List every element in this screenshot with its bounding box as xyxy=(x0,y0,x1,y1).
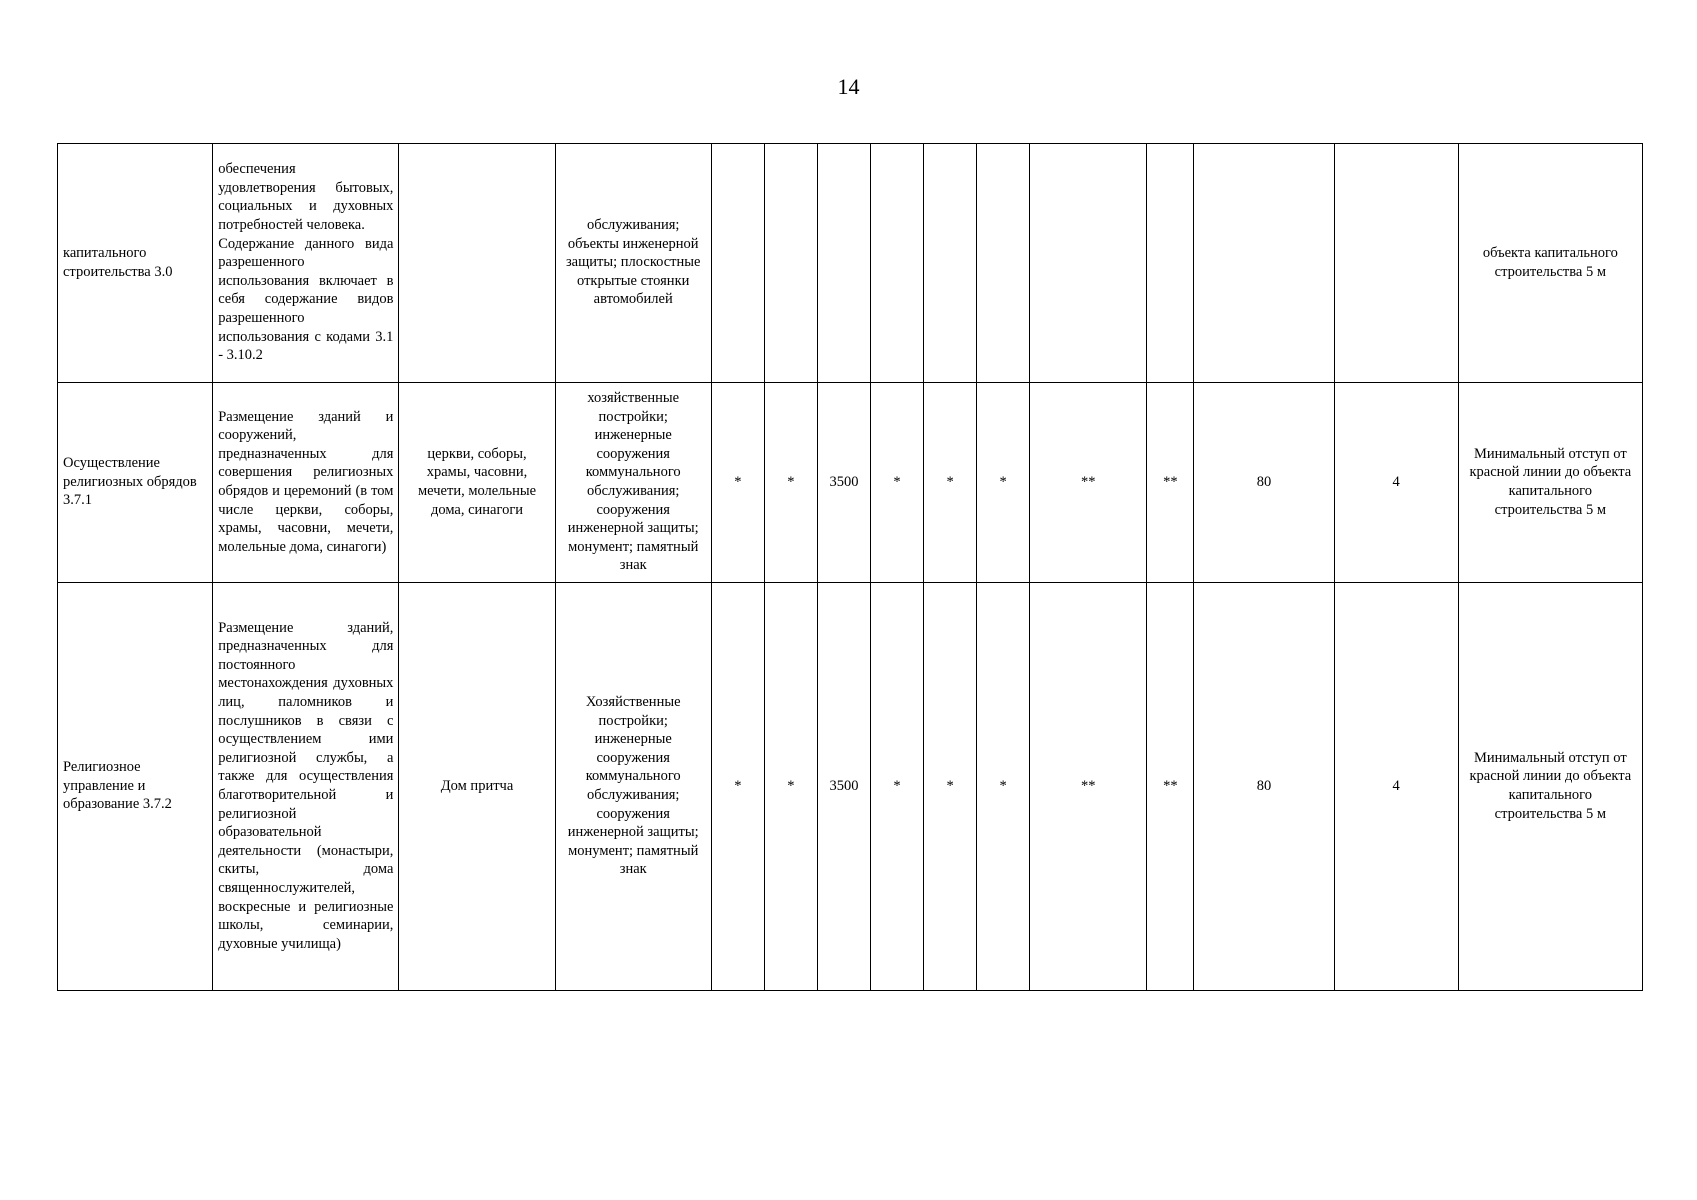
param-cell: * xyxy=(764,383,817,583)
use-type-description xyxy=(213,583,399,991)
auxiliary-objects: хозяйственные постройки; инженерные сооружения коммунального обслуживания; сооружения инженерной защиты; монумент; памятный знак xyxy=(555,383,711,583)
auxiliary-objects: обслуживания; объекты инженерной защиты; плоскостные открытые стоянки автомобилей xyxy=(555,144,711,383)
param-cell: 80 xyxy=(1194,583,1334,991)
param-cell xyxy=(870,144,923,383)
table-row xyxy=(58,144,1643,383)
param-cell: * xyxy=(711,383,764,583)
use-type-name: Религиозное управление и образование 3.7.2 xyxy=(58,583,213,991)
param-cell xyxy=(1030,144,1147,383)
use-type-description xyxy=(213,144,399,383)
use-type-description xyxy=(213,383,399,583)
page-number: 14 xyxy=(837,74,860,99)
description-paragraph: Размещение зданий, предназначенных для постоянного местонахождения духовных лиц, паломников и послушников в связи с осуществлением ими религиозной службы, а также для осуществления благотворительной и религиозной образовательной деятельности (монастыри, скиты, дома священнослужителей, воскресные и религиозные школы, семинарии, духовные училища) xyxy=(218,619,394,952)
param-cell: 80 xyxy=(1194,383,1334,583)
param-cell: * xyxy=(870,583,923,991)
setback-requirement: Минимальный отступ от красной линии до объекта капитального строительства 5 м xyxy=(1458,383,1642,583)
use-type-name: Осуществление религиозных обрядов 3.7.1 xyxy=(58,383,213,583)
param-cell xyxy=(764,144,817,383)
param-cell: 3500 xyxy=(817,383,870,583)
description-paragraph: Размещение зданий и сооружений, предназначенных для совершения религиозных обрядов и церемоний (в том числе церкви, соборы, храмы, часовни, мечети, молельные дома, синагоги) xyxy=(218,408,394,555)
param-cell: * xyxy=(764,583,817,991)
param-cell: ** xyxy=(1147,583,1194,991)
permitted-objects xyxy=(399,144,555,383)
param-cell: * xyxy=(977,383,1030,583)
param-cell: 4 xyxy=(1334,583,1458,991)
param-cell: 4 xyxy=(1334,383,1458,583)
param-cell: ** xyxy=(1030,583,1147,991)
param-cell: 3500 xyxy=(817,583,870,991)
setback-requirement: Минимальный отступ от красной линии до объекта капитального строительства 5 м xyxy=(1458,583,1642,991)
use-type-name: капитального строительства 3.0 xyxy=(58,144,213,383)
param-cell xyxy=(1334,144,1458,383)
param-cell: ** xyxy=(1147,383,1194,583)
param-cell: * xyxy=(924,583,977,991)
param-cell: ** xyxy=(1030,383,1147,583)
table-row xyxy=(58,583,1643,991)
table-row xyxy=(58,383,1643,583)
param-cell xyxy=(1147,144,1194,383)
permitted-objects: Дом притча xyxy=(399,583,555,991)
param-cell xyxy=(817,144,870,383)
param-cell: * xyxy=(711,583,764,991)
description-paragraph: Содержание данного вида разрешенного использования включает в себя содержание видов разрешенного использования с кодами 3.1 - 3.10.2 xyxy=(218,235,394,364)
description-paragraph: обеспечения удовлетворения бытовых, социальных и духовных потребностей человека. xyxy=(218,161,394,234)
param-cell: * xyxy=(924,383,977,583)
zoning-regulations-table xyxy=(57,143,1643,991)
setback-requirement: объекта капитального строительства 5 м xyxy=(1458,144,1642,383)
param-cell: * xyxy=(870,383,923,583)
param-cell xyxy=(924,144,977,383)
param-cell xyxy=(711,144,764,383)
permitted-objects: церкви, соборы, храмы, часовни, мечети, молельные дома, синагоги xyxy=(399,383,555,583)
param-cell xyxy=(1194,144,1334,383)
param-cell: * xyxy=(977,583,1030,991)
param-cell xyxy=(977,144,1030,383)
auxiliary-objects: Хозяйственные постройки; инженерные сооружения коммунального обслуживания; сооружения инженерной защиты; монумент; памятный знак xyxy=(555,583,711,991)
